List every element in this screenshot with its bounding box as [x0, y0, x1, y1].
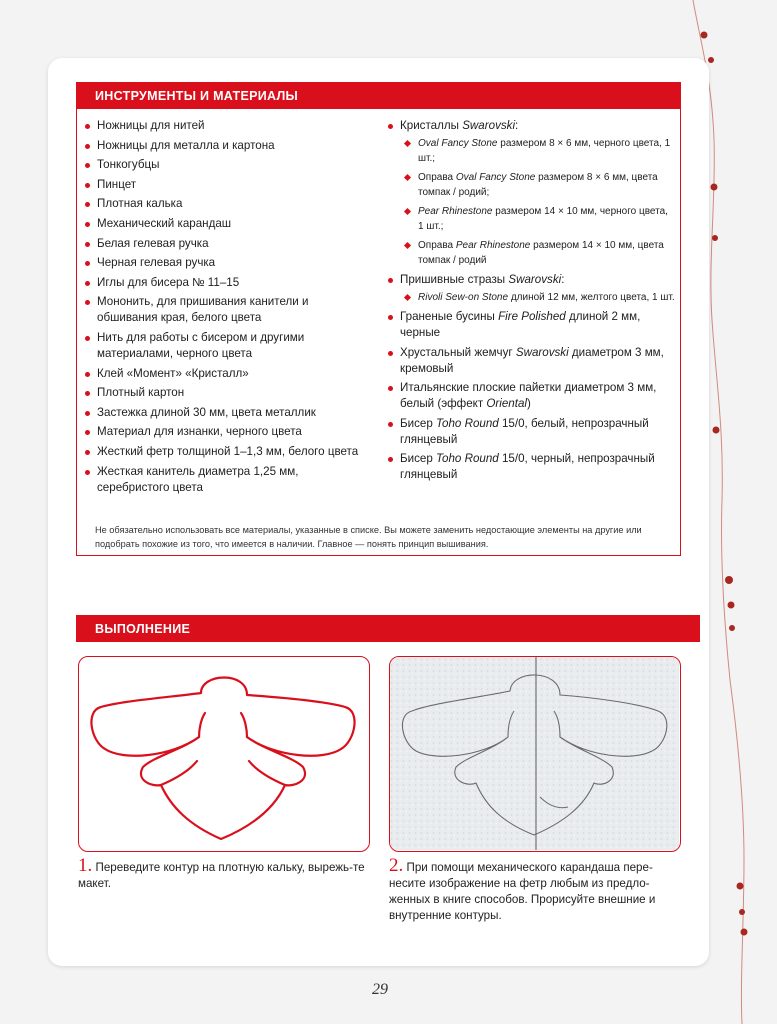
materials-left-list [83, 118, 363, 496]
materials-note: Не обязательно использовать все материалы, указанные в списке. Вы можете заменить недостающие элементы на другие или подобрать похожие из того, что имеется в наличии. Главное — понять принцип вышивания. [95, 525, 642, 549]
list-item: Белая гелевая ручка [83, 236, 363, 252]
list-item-post: 15/0, черный, непрозрачный глянцевый [400, 452, 655, 482]
list-item-pre: Бисер [400, 452, 436, 466]
materials-right-list [386, 118, 676, 305]
sub-item-prefix: Оправа [418, 172, 456, 183]
step-1-text: Переведите контур на плотную кальку, вырежь-те макет. [78, 861, 365, 890]
list-item-it: Oriental [486, 397, 528, 411]
list-item-it: Swarovski [515, 345, 569, 359]
list-item: Механический карандаш [83, 216, 363, 232]
list-item: Ножницы для нитей [83, 118, 363, 134]
crystals-label: Кристаллы [400, 119, 459, 132]
sub-item-text: размером 8 × 6 мм, черного цвета, 1 шт.; [418, 138, 671, 164]
step-2-caption [389, 855, 679, 924]
sub-item-name: Rivoli Sew-on Stone [418, 292, 509, 303]
step-2-figure [389, 656, 681, 852]
list-item [386, 451, 676, 483]
step-1-caption [78, 855, 370, 892]
materials-left-column [83, 118, 363, 499]
step-1-number: 1. [78, 855, 93, 876]
list-item-post: ) [527, 397, 531, 411]
list-item-pre: Итальянские плоские пайетки диаметром 3 мм, белый (эффект [400, 381, 657, 411]
sub-item-text: длиной 12 мм, желтого цвета, 1 шт. [508, 292, 675, 303]
list-item: Застежка длиной 30 мм, цвета металлик [83, 405, 363, 421]
sub-list-item [400, 238, 676, 268]
sewn-sublist [400, 290, 676, 305]
pencil-sketch-on-felt [390, 657, 679, 850]
sub-item-name: Pear Rhinestone [418, 206, 493, 217]
sewn-brand: Swarovski [508, 273, 562, 286]
list-item: Ножницы для металла и картона [83, 138, 363, 154]
list-item [386, 345, 676, 377]
insect-template-outline [79, 657, 368, 850]
crystals-brand: Swarovski [462, 119, 516, 132]
list-item: Жесткий фетр толщиной 1–1,3 мм, белого цвета [83, 444, 363, 460]
sub-list-item [400, 170, 676, 200]
sub-list-item [400, 136, 676, 166]
list-item-it: Fire Polished [498, 310, 566, 323]
list-item [386, 416, 676, 448]
list-item-pre: Бисер [400, 416, 436, 430]
materials-right-list-rest [386, 309, 676, 483]
sub-list-item [400, 204, 676, 234]
sub-item-name: Oval Fancy Stone [418, 138, 498, 149]
list-item: Нить для работы с бисером и другими материалами, черного цвета [83, 330, 363, 362]
crystals-sublist [400, 136, 676, 268]
list-item: Пинцет [83, 177, 363, 193]
step-2-text: При помощи механического карандаша пере-несите изображение на фетр любым из предло-женных в книге способов. Прорисуйте внешние и внутренние контуры. [389, 861, 656, 922]
list-item: Жесткая канитель диаметра 1,25 мм, серебристого цвета [83, 464, 363, 496]
sub-item-name: Pear Rhinestone [455, 240, 531, 251]
page-number: 29 [372, 981, 388, 998]
list-item: Тонкогубцы [83, 157, 363, 173]
list-item-post: диаметром 3 мм, кремовый [400, 345, 664, 375]
step-2-number: 2. [389, 855, 404, 876]
step-1-figure [78, 656, 370, 852]
list-item: Материал для изнанки, черного цвета [83, 424, 363, 440]
execution-title: ВЫПОЛНЕНИЕ [76, 615, 700, 642]
list-item-it: Toho Round [436, 452, 499, 466]
list-item: Клей «Момент» «Кристалл» [83, 366, 363, 382]
sub-item-text: размером 14 × 10 мм, цвета томпак / родий [418, 240, 664, 266]
materials-title: ИНСТРУМЕНТЫ И МАТЕРИАЛЫ [76, 82, 681, 109]
sewn-label: Пришивные стразы [400, 273, 506, 286]
list-item [386, 380, 676, 412]
list-item-post: 15/0, белый, непрозрачный глянцевый [400, 416, 649, 446]
list-item-sewn: Пришивные стразы Swarovski: Rivoli Sew-on Stone длиной 12 мм, желтого цвета, 1 шт. [386, 272, 676, 305]
list-item: Мононить, для пришивания канители и обшивания края, белого цвета [83, 294, 363, 326]
sub-item-prefix: Оправа [418, 240, 456, 251]
list-item: Плотная калька [83, 196, 363, 212]
materials-right-column [386, 118, 676, 487]
list-item-pre: Граненые бусины [400, 310, 499, 323]
list-item: Иглы для бисера № 11–15 [83, 275, 363, 291]
list-item-pre: Хрустальный жемчуг [400, 345, 516, 359]
sub-item-name: Oval Fancy Stone [455, 172, 536, 183]
sub-item-text: размером 14 × 10 мм, черного цвета, 1 шт.; [418, 206, 668, 232]
list-item: Черная гелевая ручка [83, 255, 363, 271]
sub-list-item [400, 290, 676, 305]
list-item: Плотный картон [83, 385, 363, 401]
sub-item-text: размером 8 × 6 мм, цвета томпак / родий; [418, 172, 658, 198]
list-item-it: Toho Round [436, 416, 499, 430]
list-item [386, 309, 676, 341]
list-item-crystals: Кристаллы Swarovski: Oval Fancy Stone размером 8 × 6 мм, черного цвета, 1 шт.; Оправа Oval Fancy Stone размером 8 × 6 мм, цвета томпак / родий; Pear Rhinestone размером 14 × 10 мм, черного цвета, 1 шт.; Оправа Pear Rhinestone размером 14 × 10 мм, цвета томпак / родий [386, 118, 676, 268]
list-item-post: длиной 2 мм, черные [400, 310, 641, 339]
materials-panel [76, 82, 681, 556]
